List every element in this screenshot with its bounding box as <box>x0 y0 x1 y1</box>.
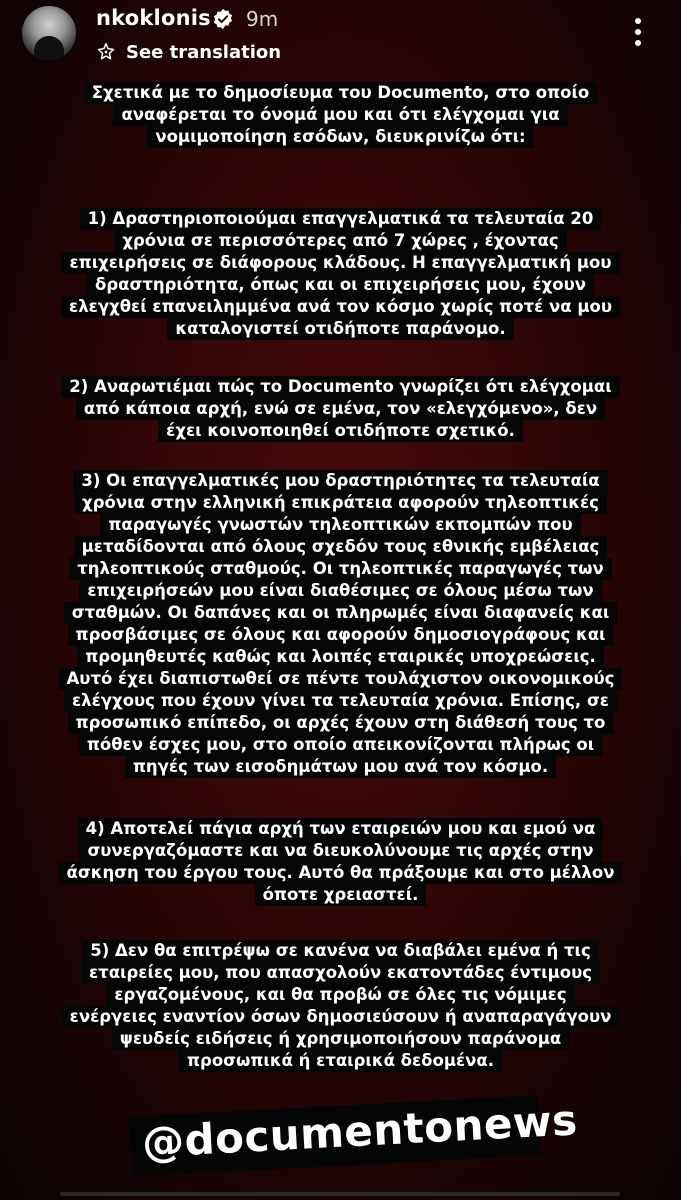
text-line: 5) Δεν θα επιτρέψω σε κανένα να διαβάλει εμένα ή τις <box>82 940 599 962</box>
text-line-wrapper <box>0 1006 681 1028</box>
post-time: 9m <box>246 7 279 31</box>
text-line: τηλεοπτικούς σταθμούς. Οι τηλεοπτικές παραγωγές των <box>69 558 612 580</box>
text-line-wrapper <box>0 984 681 1006</box>
see-translation-label: See translation <box>126 41 282 63</box>
text-line-wrapper <box>0 712 681 734</box>
text-line: προσωπικό επίπεδο, οι αρχές έχουν στη διάθεσή τους το <box>68 712 614 734</box>
story-header <box>0 0 681 70</box>
text-line-wrapper <box>0 376 681 398</box>
text-line-wrapper <box>0 82 681 104</box>
text-line-wrapper <box>0 756 681 778</box>
text-line: καταλογιστεί οτιδήποτε παράνομο. <box>167 318 513 340</box>
text-line: ελεγχθεί επανειλημμένα ανά τον κόσμο χωρίς ποτέ να μου <box>61 296 620 318</box>
username[interactable]: nkoklonis <box>96 6 211 30</box>
text-line-wrapper <box>0 690 681 712</box>
paragraph-2 <box>0 208 681 340</box>
text-line: χρόνια σε περισσότερες από 7 χώρες , έχοντας <box>114 230 566 252</box>
text-line-wrapper <box>0 734 681 756</box>
paragraph-3 <box>0 376 681 442</box>
text-line: 4) Αποτελεί πάγια αρχή των εταιρειών μου και εμού να <box>78 818 604 840</box>
text-line-wrapper <box>0 862 681 884</box>
mention-text: @documentonews <box>140 1095 579 1168</box>
text-line: χρόνια στην ελληνική επικράτεια αφορούν τηλεοπτικές <box>74 492 607 514</box>
text-line: 1) Δραστηριοποιούμαι επαγγελματικά τα τελευταία 20 <box>80 208 602 230</box>
see-translation-button[interactable] <box>96 40 281 64</box>
text-line: άσκηση του έργου τους. Αυτό θα πράξουμε και στο μέλλον <box>59 862 623 884</box>
text-line: 2) Αναρωτιέμαι πώς το Documento γνωρίζει ότι ελέγχομαι <box>61 376 619 398</box>
text-line: ελέγχους που έχουν γίνει τα τελευταία χρόνια. Επίσης, σε <box>64 690 617 712</box>
text-line-wrapper <box>0 492 681 514</box>
home-indicator <box>60 1192 620 1196</box>
text-line-wrapper <box>0 962 681 984</box>
text-line: 3) Οι επαγγελματικές μου δραστηριότητες τα τελευταία <box>73 470 607 492</box>
paragraph-4 <box>0 470 681 778</box>
text-line: παραγωγές γνωστών τηλεοπτικών εκπομπών που <box>100 514 580 536</box>
avatar[interactable] <box>22 6 76 60</box>
text-line-wrapper <box>0 274 681 296</box>
paragraph-6 <box>0 940 681 1072</box>
text-line-wrapper <box>0 252 681 274</box>
text-line-wrapper <box>0 940 681 962</box>
text-line: συνεργαζόμαστε και να διευκολύνουμε τις αρχές στην <box>79 840 601 862</box>
text-line: προμηθευτές καθώς και λοιπές εταιρικές υποχρεώσεις. <box>77 646 604 668</box>
more-options-icon[interactable] <box>628 14 648 50</box>
text-line-wrapper <box>0 398 681 420</box>
text-line: νομιμοποίηση εσόδων, διευκρινίζω ότι: <box>147 126 533 148</box>
text-line: από κάποια αρχή, ενώ σε εμένα, τον «ελεγχόμενο», δεν <box>76 398 605 420</box>
text-line: εργαζομένους, και θα προβώ σε όλες τις νόμιμες <box>106 984 574 1006</box>
text-line: πηγές των εισοδημάτων μου ανά τον κόσμο. <box>125 756 556 778</box>
text-line-wrapper <box>0 840 681 862</box>
text-line: μεταδίδονται από όλους σχεδόν τους εθνικής εμβέλειας <box>74 536 608 558</box>
text-line-wrapper <box>0 884 681 906</box>
text-line-wrapper <box>0 818 681 840</box>
text-line-wrapper <box>0 668 681 690</box>
text-line-wrapper <box>0 208 681 230</box>
text-line: ψευδείς ειδήσεις ή χρησιμοποιήσουν παράνομα <box>112 1028 570 1050</box>
text-line: δραστηριότητα, όπως και οι επιχειρήσεις μου, έχουν <box>87 274 594 296</box>
text-line-wrapper <box>0 1028 681 1050</box>
text-line-wrapper <box>0 602 681 624</box>
text-line: ενέργειες εναντίον όσων δημοσιεύσουν ή αναπαραγάγουν <box>62 1006 620 1028</box>
text-line-wrapper <box>0 230 681 252</box>
text-line-wrapper <box>0 126 681 148</box>
text-line-wrapper <box>0 580 681 602</box>
text-line: προσβάσιμες σε όλους και αφορούν δημοσιογράφους και <box>68 624 614 646</box>
text-line: αναφέρεται το όνομά μου και ότι ελέγχομαι για <box>113 104 567 126</box>
text-line-wrapper <box>0 420 681 442</box>
text-line-wrapper <box>0 536 681 558</box>
text-line: επιχειρήσεις σε διάφορους κλάδους. Η επαγγελματική μου <box>61 252 619 274</box>
text-line: έχει κοινοποιηθεί οτιδήποτε σχετικό. <box>158 420 523 442</box>
text-line-wrapper <box>0 296 681 318</box>
text-line: πόθεν έσχες μου, στο οποίο απεικονίζονται πλήρως οι <box>79 734 602 756</box>
text-line-wrapper <box>0 558 681 580</box>
paragraph-1 <box>0 82 681 148</box>
text-line: εταιρείες μου, που απασχολούν εκατοντάδες έντιμους <box>81 962 600 984</box>
verified-badge-icon <box>212 8 234 30</box>
text-line: Σχετικά με το δημοσίευμα του Documento, στο οποίο <box>84 82 598 104</box>
text-line-wrapper <box>0 104 681 126</box>
mention-sticker[interactable] <box>128 1089 579 1182</box>
text-line: επιχειρήσεών μου είναι διαθέσιμες σε όλους μέσω των <box>79 580 601 602</box>
paragraph-5 <box>0 818 681 906</box>
text-line-wrapper <box>0 318 681 340</box>
text-line-wrapper <box>0 514 681 536</box>
text-line: προσωπικά ή εταιρικά δεδομένα. <box>179 1050 502 1072</box>
text-line: όποτε χρειαστεί. <box>255 884 427 906</box>
text-line-wrapper <box>0 646 681 668</box>
translate-icon <box>96 42 116 62</box>
text-line: σταθμών. Οι δαπάνες και οι πληρωμές είναι διαφανείς και <box>64 602 618 624</box>
text-line: Αυτό έχει διαπιστωθεί σε πέντε τουλάχιστον οικονομικούς <box>59 668 623 690</box>
text-line-wrapper <box>0 1050 681 1072</box>
text-line-wrapper <box>0 624 681 646</box>
text-line-wrapper <box>0 470 681 492</box>
